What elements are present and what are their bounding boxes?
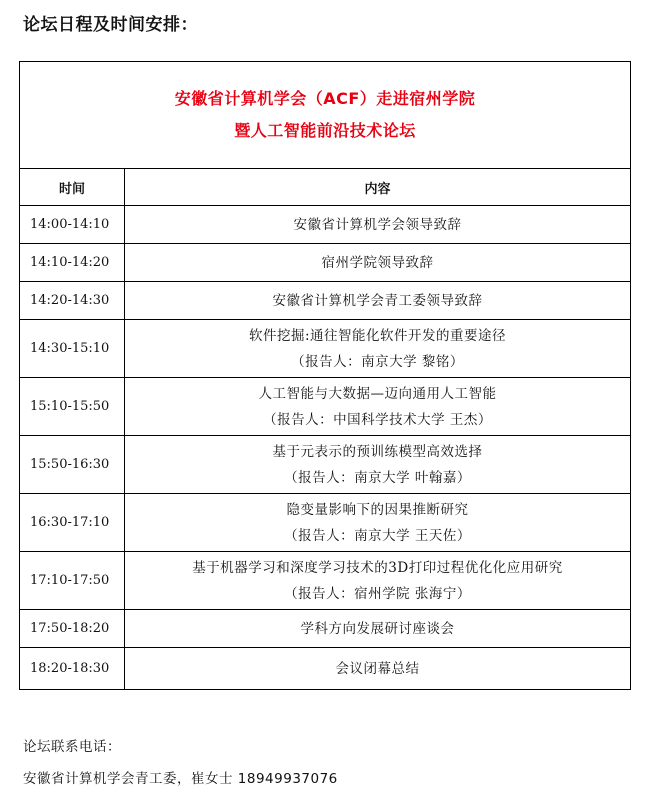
session-speaker: （报告人：中国科学技术大学 王杰） [263,411,492,428]
content-cell [125,320,631,378]
forum-title [20,62,631,169]
table-row [20,552,631,610]
content-cell [125,436,631,494]
schedule-table [19,61,631,690]
table-row [20,206,631,244]
content-cell [125,244,631,282]
column-header-time: 时间 [20,169,125,206]
table-row [20,320,631,378]
content-cell [125,610,631,648]
session-title: 软件挖掘:通往智能化软件开发的重要途径 [248,327,507,344]
session-title: 宿州学院领导致辞 [321,254,434,271]
time-cell: 17:10-17:50 [20,552,125,610]
content-cell [125,552,631,610]
session-speaker: （报告人：南京大学 王天佐） [284,527,471,544]
time-cell: 14:20-14:30 [20,282,125,320]
session-title: 安徽省计算机学会青工委领导致辞 [272,292,483,309]
table-row [20,436,631,494]
session-title: 会议闭幕总结 [335,660,420,677]
session-title: 安徽省计算机学会领导致辞 [293,216,462,233]
session-speaker: （报告人：南京大学 叶翰嘉） [284,469,471,486]
session-title: 隐变量影响下的因果推断研究 [286,501,469,518]
time-cell: 15:10-15:50 [20,378,125,436]
title-row [20,62,631,169]
session-title: 学科方向发展研讨座谈会 [300,620,455,637]
column-header-row [20,169,631,206]
forum-title-line1: 安徽省计算机学会（ACF）走进宿州学院 [174,89,476,108]
session-speaker: （报告人：南京大学 黎铭） [291,353,464,370]
contact-info: 安徽省计算机学会青工委，崔女士 18949937076 [23,771,338,787]
session-speaker: （报告人：宿州学院 张海宁） [284,585,471,602]
table-row [20,648,631,690]
time-cell: 17:50-18:20 [20,610,125,648]
session-title: 人工智能与大数据—迈向通用人工智能 [258,385,497,402]
time-cell: 16:30-17:10 [20,494,125,552]
time-cell: 14:00-14:10 [20,206,125,244]
content-cell [125,494,631,552]
content-cell [125,206,631,244]
table-row [20,494,631,552]
contact-label: 论坛联系电话： [23,739,121,755]
content-cell [125,648,631,690]
content-cell [125,378,631,436]
session-title: 基于元表示的预训练模型高效选择 [272,443,483,460]
time-cell: 14:30-15:10 [20,320,125,378]
page-heading: 论坛日程及时间安排： [23,15,198,35]
content-cell [125,282,631,320]
table-row [20,378,631,436]
time-cell: 18:20-18:30 [20,648,125,690]
time-cell: 14:10-14:20 [20,244,125,282]
session-title: 基于机器学习和深度学习技术的3D打印过程优化化应用研究 [192,559,563,576]
forum-title-line2: 暨人工智能前沿技术论坛 [234,121,416,140]
table-row [20,610,631,648]
table-row [20,244,631,282]
column-header-content: 内容 [125,169,631,206]
time-cell: 15:50-16:30 [20,436,125,494]
table-row [20,282,631,320]
